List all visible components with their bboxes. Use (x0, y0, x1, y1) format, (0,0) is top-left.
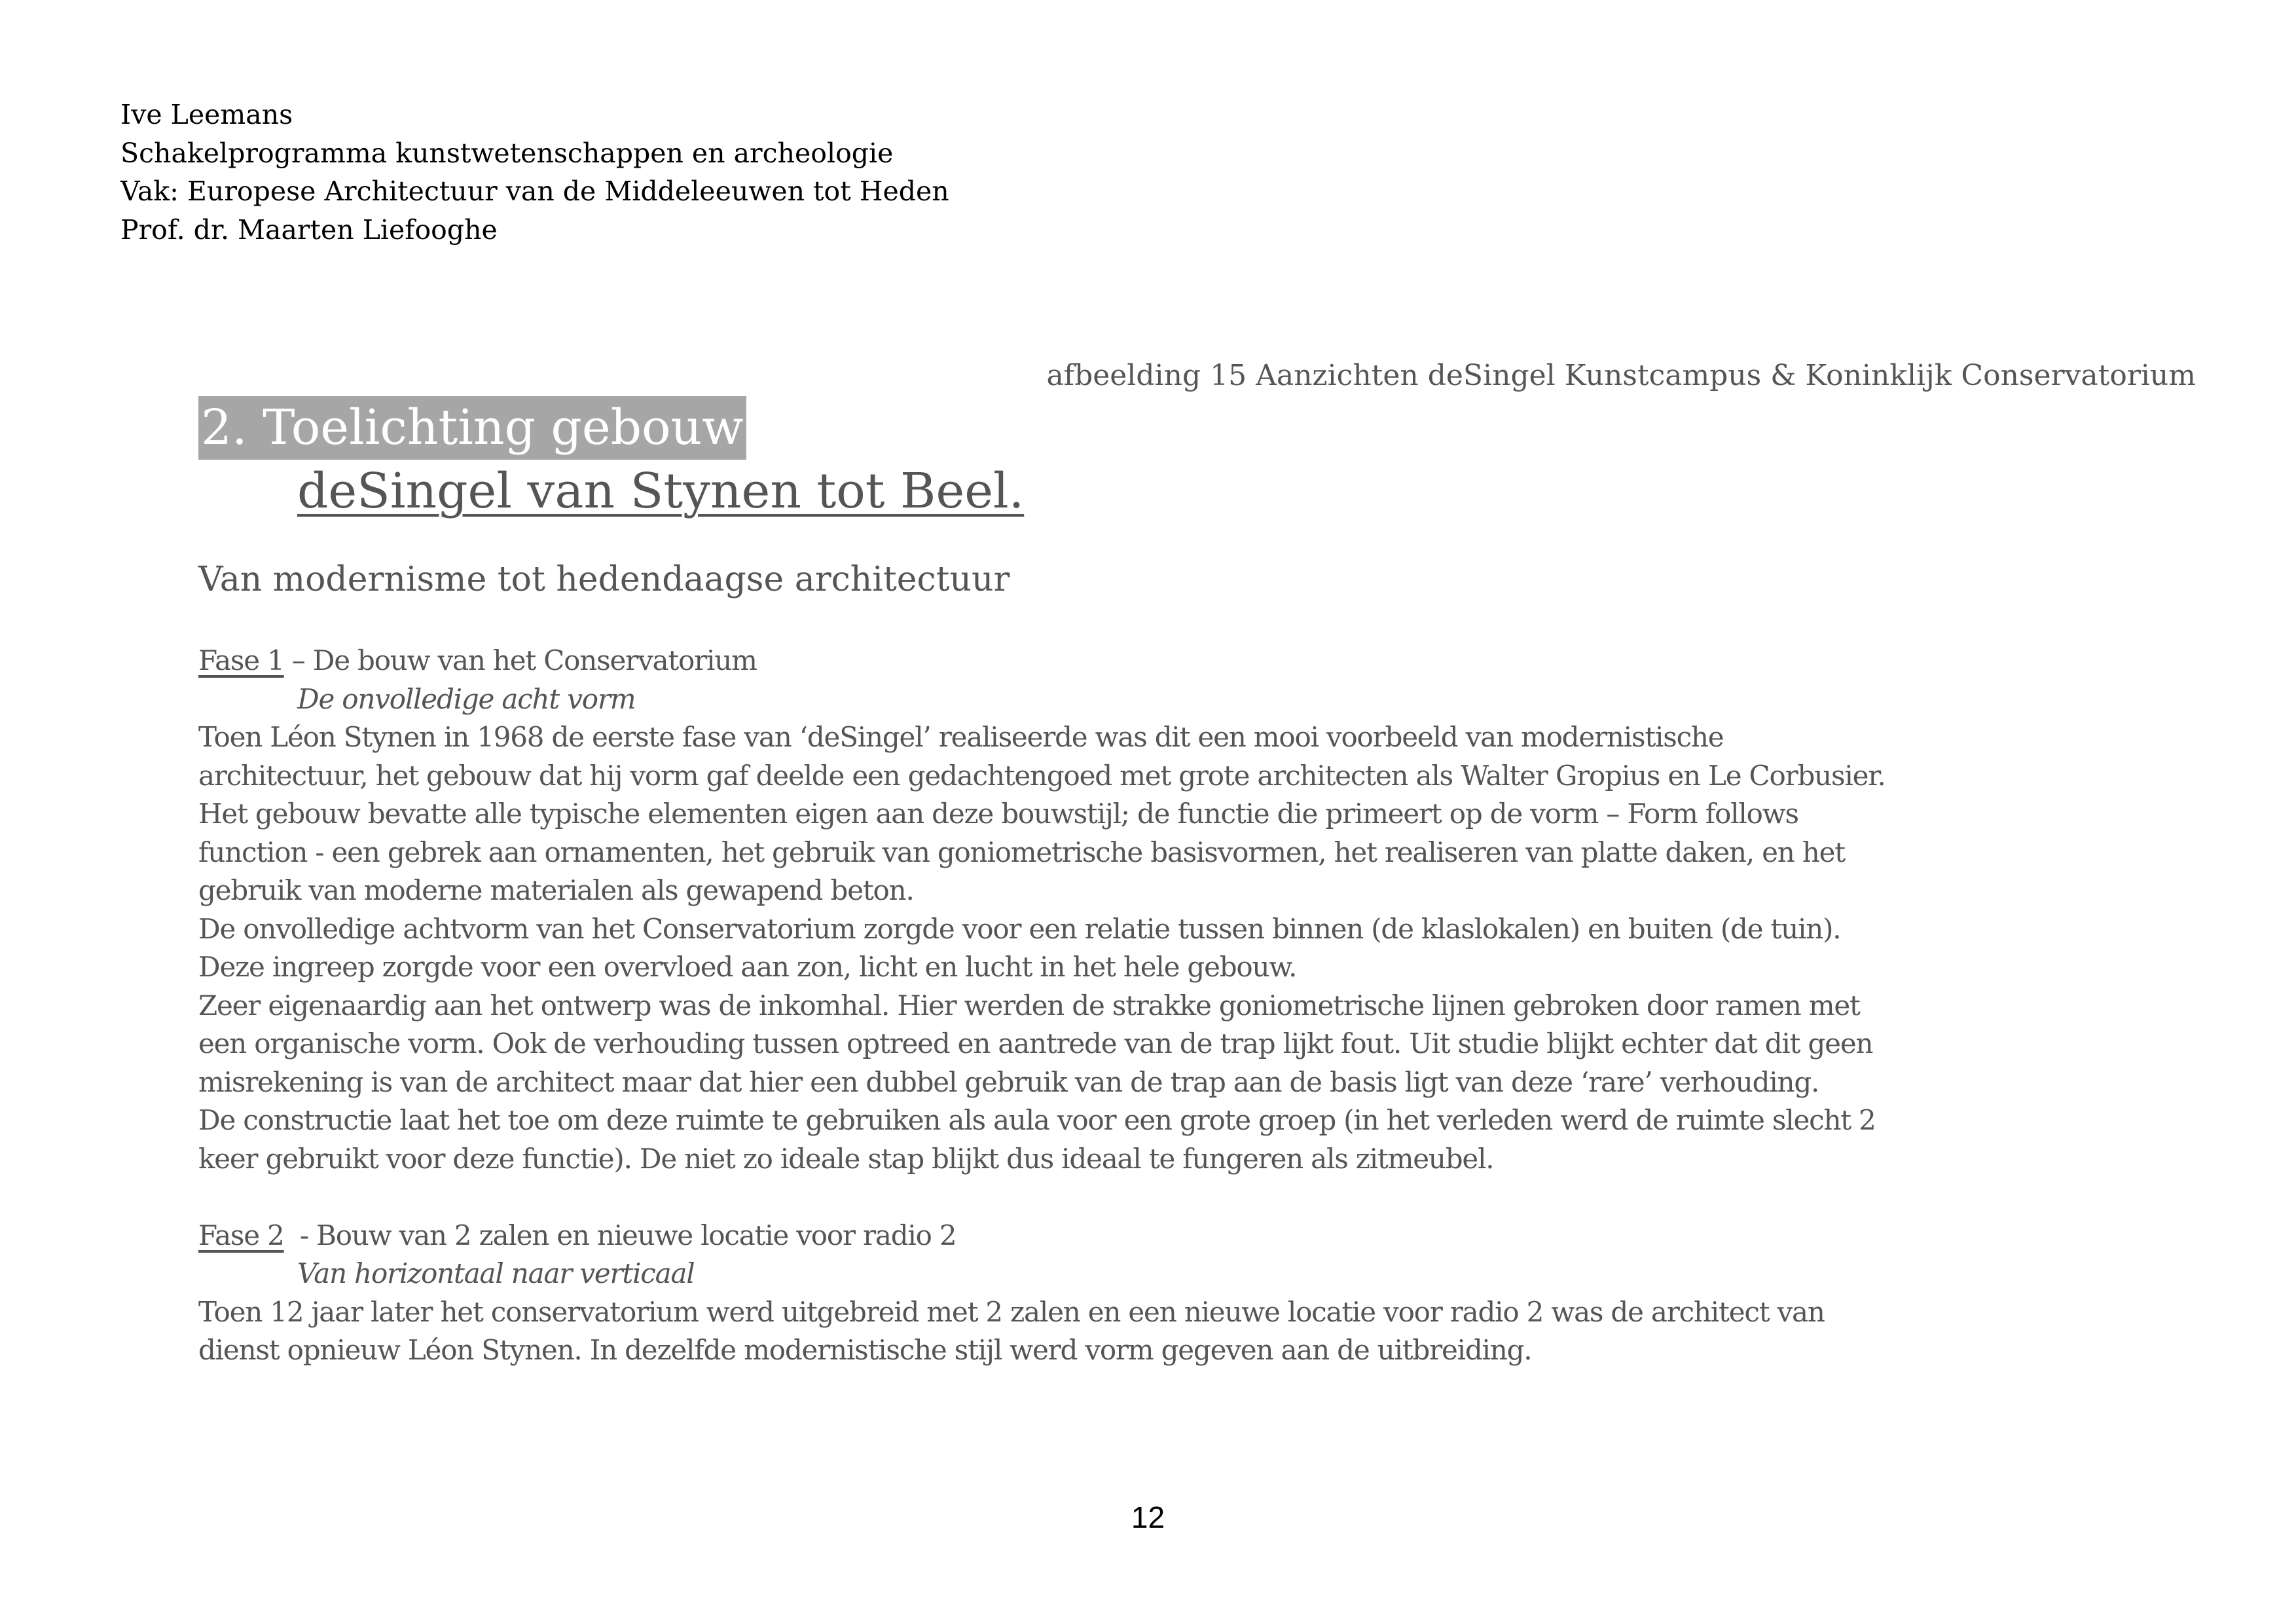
paragraph-line: dienst opnieuw Léon Stynen. In dezelfde modernistische stijl werd vorm gegeven aan de uitbreiding. (198, 1334, 1532, 1366)
fase1-heading (198, 642, 1886, 680)
page-number: 12 (1131, 1500, 1165, 1534)
course-name: Vak: Europese Architectuur van de Middeleeuwen tot Heden (120, 175, 949, 207)
body-text (198, 642, 1886, 1370)
program-name: Schakelprogramma kunstwetenschappen en archeologie (120, 137, 894, 169)
fase2-label: Fase 2 (198, 1219, 284, 1251)
paragraph-line: Toen 12 jaar later het conservatorium werd uitgebreid met 2 zalen en een nieuwe locatie voor radio 2 was de architect van (198, 1295, 1825, 1328)
section-title: 2. Toelichting gebouw (198, 396, 746, 460)
fase2-subheading: Van horizontaal naar verticaal (297, 1257, 695, 1289)
paragraph-line: misrekening is van de architect maar dat hier een dubbel gebruik van de trap aan de basis ligt van deze ‘rare’ verhouding. (198, 1065, 1819, 1098)
paragraph-line: een organische vorm. Ook de verhouding tussen optreed en aantrede van de trap lijkt fout. Uit studie blijkt echter dat dit geen (198, 1027, 1873, 1060)
fase2-heading-text: - Bouw van 2 zalen en nieuwe locatie voor radio 2 (283, 1219, 957, 1251)
paragraph-line: Het gebouw bevatte alle typische elementen eigen aan deze bouwstijl; de functie die primeert op de vorm – Form follows (198, 798, 1798, 830)
fase1-subheading: De onvolledige acht vorm (297, 682, 636, 715)
figure-caption: afbeelding 15 Aanzichten deSingel Kunstcampus & Koninklijk Conservatorium (1046, 359, 2196, 392)
fase1-heading-text: – De bouw van het Conservatorium (283, 644, 757, 676)
lead-heading: Van modernisme tot hedendaagse architectuur (198, 560, 1010, 599)
blank-line (198, 1178, 1886, 1217)
paragraph-line: Zeer eigenaardig aan het ontwerp was de inkomhal. Hier werden de strakke goniometrische lijnen gebroken door ramen met (198, 989, 1860, 1022)
section-subtitle: deSingel van Stynen tot Beel. (297, 463, 1025, 519)
paragraph-line: Deze ingreep zorgde voor een overvloed aan zon, licht en lucht in het hele gebouw. (198, 951, 1297, 983)
author-name: Ive Leemans (120, 99, 293, 130)
paragraph-line: gebruik van moderne materialen als gewapend beton. (198, 874, 914, 906)
paragraph-line: Toen Léon Stynen in 1968 de eerste fase van ‘deSingel’ realiseerde was dit een mooi voorbeeld van modernistische (198, 721, 1724, 753)
paragraph-line: De onvolledige achtvorm van het Conservatorium zorgde voor een relatie tussen binnen (de klaslokalen) en buiten (de tuin). (198, 912, 1841, 945)
document-header (120, 96, 949, 249)
professor-name: Prof. dr. Maarten Liefooghe (120, 213, 498, 246)
paragraph-line: De constructie laat het toe om deze ruimte te gebruiken als aula voor een grote groep (in het verleden werd de ruimte slecht 2 (198, 1104, 1876, 1136)
paragraph-line: function - een gebrek aan ornamenten, het gebruik van goniometrische basisvormen, het realiseren van platte daken, en het (198, 836, 1845, 868)
fase2-heading (198, 1217, 1886, 1255)
paragraph-line: architectuur, het gebouw dat hij vorm gaf deelde een gedachtengoed met grote architecten als Walter Gropius en Le Corbusier. (198, 759, 1886, 792)
paragraph-line: keer gebruikt voor deze functie). De niet zo ideale stap blijkt dus ideaal te fungeren als zitmeubel. (198, 1142, 1494, 1175)
fase1-label: Fase 1 (198, 644, 284, 676)
